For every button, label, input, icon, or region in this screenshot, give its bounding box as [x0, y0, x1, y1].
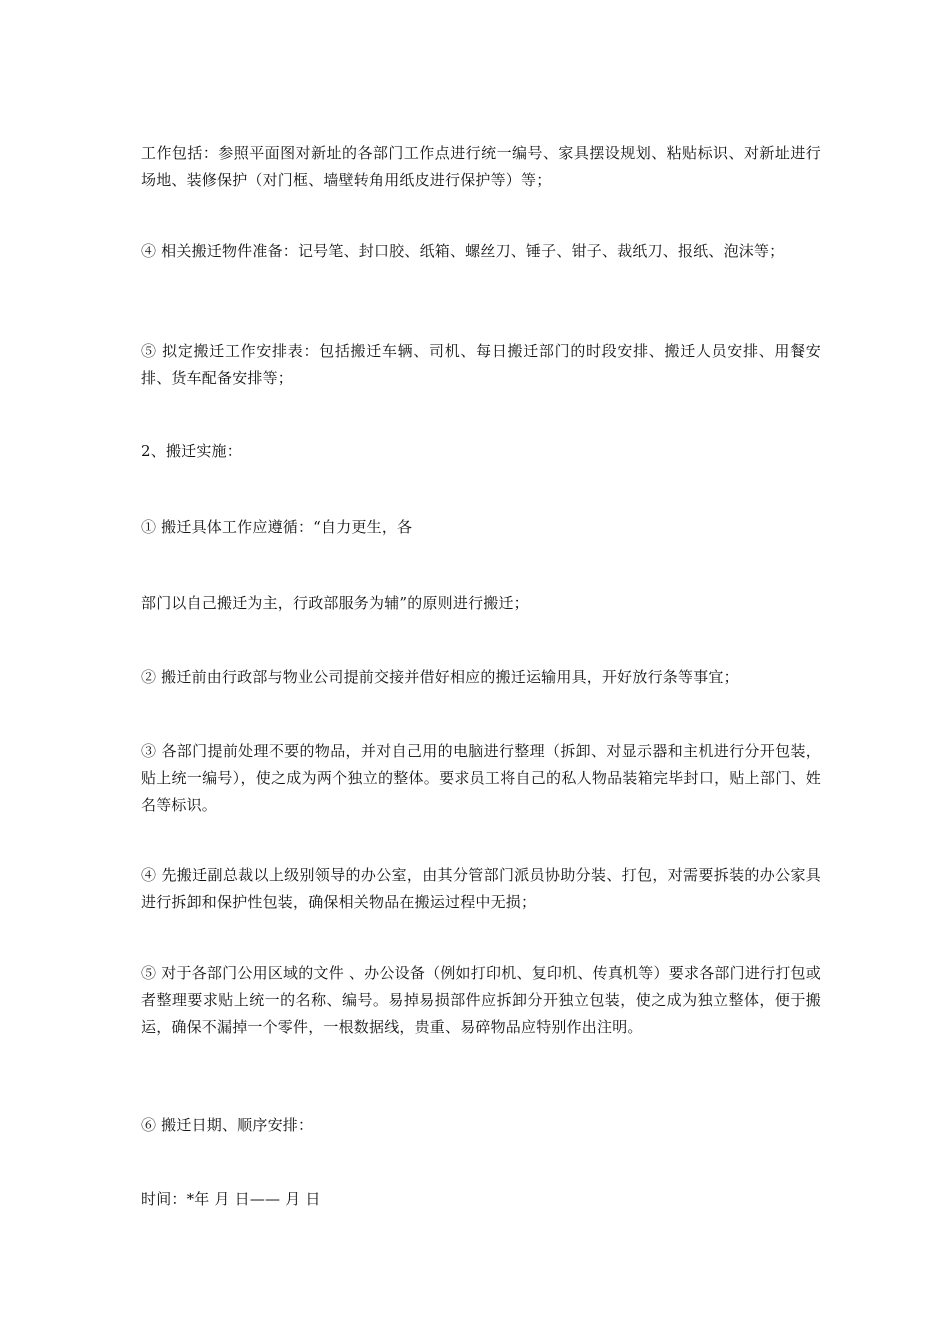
paragraph-step-3: ③ 各部门提前处理不要的物品，并对自己用的电脑进行整理（拆卸、对显示器和主机进行分开包装，贴上统一编号），使之成为两个独立的整体。要求员工将自己的私人物品装箱完毕封口，贴上部门、姓名等标识。: [141, 742, 821, 814]
paragraph-item-5-schedule: ⑤ 拟定搬迁工作安排表：包括搬迁车辆、司机、每日搬迁部门的时段安排、搬迁人员安排、用餐安排、货车配备安排等；: [141, 342, 821, 387]
paragraph-step-5: ⑤ 对于各部门公用区域的文件 、办公设备（例如打印机、复印机、传真机等）要求各部门进行打包或者整理要求贴上统一的名称、编号。易掉易损部件应拆卸分开独立包装，使之成为独立整体，便于搬运，确保不漏掉一个零件，一根数据线，贵重、易碎物品应特别作出注明。: [141, 964, 821, 1036]
paragraph-time: 时间：*年 月 日—— 月 日: [141, 1190, 321, 1208]
paragraph-item-4-supplies: ④ 相关搬迁物件准备：记号笔、封口胶、纸箱、螺丝刀、锤子、钳子、裁纸刀、报纸、泡沫等；: [141, 242, 785, 260]
paragraph-step-4: ④ 先搬迁副总裁以上级别领导的办公室，由其分管部门派员协助分装、打包，对需要拆装的办公家具进行拆卸和保护性包装，确保相关物品在搬运过程中无损；: [141, 866, 821, 911]
section-heading-implementation: 2、搬迁实施：: [141, 442, 242, 460]
paragraph-step-1-continued: 部门以自己搬迁为主，行政部服务为辅”的原则进行搬迁；: [141, 594, 529, 612]
paragraph-step-2: ② 搬迁前由行政部与物业公司提前交接并借好相应的搬迁运输用具，开好放行条等事宜；: [141, 668, 739, 686]
paragraph-step-1: ① 搬迁具体工作应遵循：“自力更生，各: [141, 518, 413, 536]
paragraph-step-6: ⑥ 搬迁日期、顺序安排：: [141, 1116, 314, 1134]
paragraph-work-scope: 工作包括：参照平面图对新址的各部门工作点进行统一编号、家具摆设规划、粘贴标识、对新址进行场地、装修保护（对门框、墙壁转角用纸皮进行保护等）等；: [141, 144, 821, 189]
